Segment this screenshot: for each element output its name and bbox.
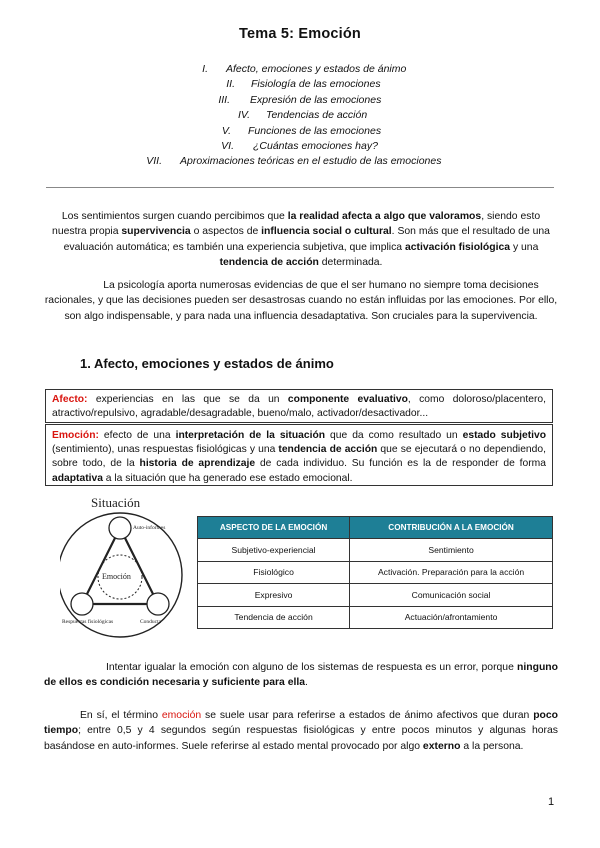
- text-bold: activación fisiológica: [404, 241, 511, 253]
- text-bold: interpretación de la situación: [175, 430, 326, 441]
- text: que da como resultado un: [325, 430, 463, 441]
- table-header-row: [198, 517, 553, 539]
- table-cell: Sentimiento: [350, 539, 553, 562]
- text: que se ejecutará o no dependiendo, sobre todo, de la: [52, 444, 546, 470]
- diagram-node-label: Conducta: [140, 619, 162, 625]
- diagram-situation-label: Situación: [91, 495, 141, 510]
- text: o aspectos de: [190, 226, 262, 238]
- toc-item: [0, 140, 600, 155]
- text-bold: tendencia de acción: [278, 444, 378, 456]
- column-header: CONTRIBUCIÓN A LA EMOCIÓN: [350, 517, 553, 539]
- definition-box-emocion: [45, 424, 553, 486]
- text-bold: tendencia de acción: [219, 256, 319, 268]
- text-red: emoción: [161, 710, 202, 721]
- toc-number: II.: [226, 78, 235, 91]
- node-conducta: [147, 593, 169, 615]
- diagram-emotion-label: Emoción: [102, 572, 131, 581]
- intro-paragraph-2: La psicología aporta numerosas evidencias de que el ser humano no siempre toma decisiones racionales, y que las decisiones pueden ser desastrosas cuando no están influidas por las emociones. Por ello, son algo indispensable, y para nada una influencia desadaptativa. Son cruciales para la supervivencia.: [44, 280, 558, 322]
- section-divider: [46, 187, 554, 188]
- section-heading: 1. Afecto, emociones y estados de ánimo: [80, 356, 334, 371]
- text: a la persona.: [460, 740, 524, 752]
- text: se suele usar para referirse a estados de ánimo afectivos que duran: [201, 710, 534, 721]
- text-bold: adaptativa: [52, 472, 103, 484]
- text: (sentimiento), unas respuestas fisiológicas y una: [52, 444, 279, 456]
- intro-paragraph: [44, 209, 558, 270]
- table-cell: Expresivo: [198, 584, 350, 607]
- page-number: 1: [548, 796, 555, 808]
- table-cell: Actuación/afrontamiento: [350, 606, 553, 629]
- text-bold: externo: [422, 740, 461, 752]
- text-bold: la realidad afecta a algo que valoramos: [287, 211, 482, 222]
- table-cell: Comunicación social: [350, 584, 553, 607]
- text: de cada individuo. Su función es la de responder de forma: [255, 458, 546, 470]
- toc-text: Aproximaciones teóricas en el estudio de las emociones: [180, 155, 442, 168]
- text: En sí, el término: [80, 710, 162, 721]
- toc-item: [0, 109, 600, 124]
- term-label: Emoción:: [52, 430, 99, 441]
- text: Intentar igualar la emoción con alguno de los sistemas de respuesta es un error, porque: [106, 662, 518, 673]
- toc-number: I.: [202, 63, 208, 75]
- toc-number: III.: [218, 93, 230, 106]
- toc-text: Expresión de las emociones: [250, 93, 382, 106]
- diagram-node-label: Respuestas fisiológicas: [62, 619, 114, 625]
- text: .: [305, 677, 308, 689]
- text: y una: [510, 241, 539, 253]
- text: , como doloroso/placentero, atractivo/repulsivo, agradable/desagradable, bueno/malo, activador/desactivador...: [52, 394, 547, 420]
- node-respuestas: [71, 593, 93, 615]
- toc-item: [0, 94, 600, 109]
- text-bold: historia de aprendizaje: [139, 458, 256, 470]
- toc-item: [0, 78, 600, 93]
- table-row: [198, 606, 553, 629]
- column-header: ASPECTO DE LA EMOCIÓN: [198, 517, 350, 539]
- diagram-node-label: Auto-informes: [133, 525, 166, 531]
- definition-box-afecto: [45, 389, 553, 423]
- table-row: [198, 584, 553, 607]
- emotion-diagram: [60, 492, 188, 642]
- text: Los sentimientos surgen cuando percibimos que: [61, 211, 288, 222]
- toc-number: VII.: [146, 155, 162, 168]
- toc-item: [0, 155, 600, 170]
- text-bold: influencia social o cultural: [261, 226, 392, 238]
- table-cell: Tendencia de acción: [198, 606, 350, 629]
- body-paragraph: [44, 708, 558, 754]
- text: , siendo esto nuestra propia: [52, 211, 541, 238]
- toc-item: [0, 125, 600, 140]
- table-of-contents: [0, 63, 600, 171]
- toc-text: ¿Cuántas emociones hay?: [253, 139, 378, 152]
- text: determinada.: [318, 256, 383, 268]
- body-paragraph: [44, 660, 558, 691]
- page-title: Tema 5: Emoción: [239, 26, 361, 42]
- text: ; entre 0,5 y 4 segundos según respuestas fisiológicas y entre pocos minutos y algunas horas basándose en auto-informes. Suele referirse al estado mental provocado por algo: [44, 725, 558, 752]
- table-cell: Activación. Preparación para la acción: [350, 561, 553, 584]
- toc-number: V.: [221, 124, 231, 137]
- table-row: [198, 561, 553, 584]
- toc-text: Funciones de las emociones: [248, 124, 382, 137]
- table-cell: Subjetivo-experiencial: [198, 539, 350, 562]
- toc-number: IV.: [237, 109, 250, 122]
- text-bold: supervivencia: [121, 226, 191, 238]
- term-label: Afecto:: [52, 394, 88, 405]
- text: efecto de una: [98, 430, 176, 441]
- text: experiencias en las que se da un: [87, 394, 288, 405]
- toc-text: Tendencias de acción: [266, 109, 368, 122]
- text-bold: ninguno de ellos es condición necesaria y suficiente para ella: [44, 662, 558, 689]
- text: . Son más que el resultado de una evaluación automática; es también una experiencia subjetiva, que implica: [63, 226, 550, 253]
- toc-item: [0, 63, 600, 78]
- text: a la situación que ha generado ese estado emocional.: [102, 472, 353, 484]
- text-bold: componente evaluativo: [287, 394, 408, 405]
- node-autoinformes: [109, 517, 131, 539]
- toc-text: Afecto, emociones y estados de ánimo: [226, 63, 407, 75]
- toc-text: Fisiología de las emociones: [251, 78, 381, 91]
- table-cell: Fisiológico: [198, 561, 350, 584]
- emotion-aspects-table: [197, 516, 553, 629]
- toc-number: VI.: [221, 139, 234, 152]
- text-bold: estado subjetivo: [462, 430, 547, 441]
- text-bold: poco tiempo: [44, 710, 559, 737]
- table-row: [198, 539, 553, 562]
